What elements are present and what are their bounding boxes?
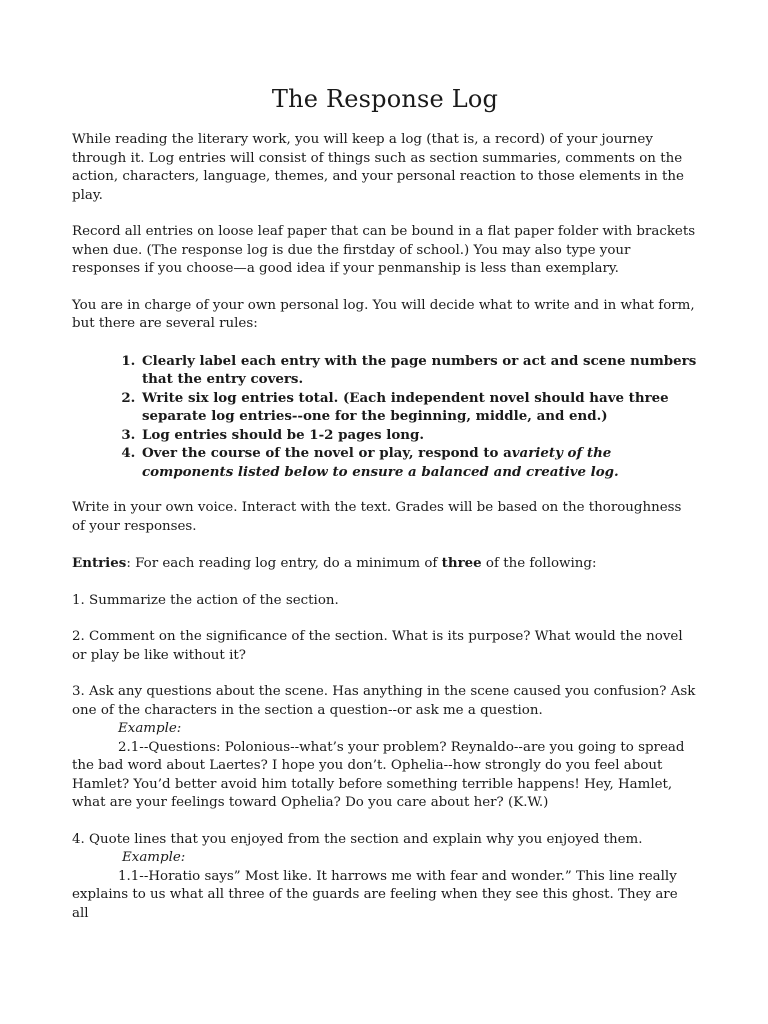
entries-paragraph xyxy=(72,554,698,574)
example-label: Example: xyxy=(118,721,182,736)
entry-option-3 xyxy=(72,683,698,813)
rule-item: 3. Log entries should be 1-2 pages long. xyxy=(140,426,698,445)
entry-option-1: 1. Summarize the action of the section. xyxy=(72,592,339,608)
document-page xyxy=(72,84,698,941)
entries-label: Entries xyxy=(72,555,127,571)
rule-4-text: Over the course of the novel or play, respond to a xyxy=(142,445,512,461)
example-text: 2.1--Questions: Polonious--what’s your problem? Reynaldo--are you going to spread the bad word about Laertes? I hope you don’t. Ophelia--how strongly do you feel about Hamlet? You’d better avoid him totally before something terrible happens! Hey, Hamlet, what are your feelings toward Ophelia? Do you care about her? (K.W.) xyxy=(72,739,685,810)
record-paragraph: Record all entries on loose leaf paper that can be bound in a flat paper folder with brackets when due. (The response log is due the firstday of school.) You may also type your responses if you choose—a good idea if your penmanship is less than exemplary. xyxy=(72,224,696,276)
entries-text-a: : For each reading log entry, do a minimum of xyxy=(126,556,442,571)
entry-option-3-text: 3. Ask any questions about the scene. Has anything in the scene caused you confusion? Ask one of the characters in the section a question--or ask me a question. xyxy=(72,684,696,718)
rules-list xyxy=(72,352,698,482)
entry-option-4 xyxy=(72,831,698,924)
rule-4-italic-text: variety of the components listed below to ensure a balanced and creative log. xyxy=(142,445,619,480)
page-title: The Response Log xyxy=(271,85,499,113)
entries-text-b: of the following: xyxy=(481,556,597,571)
rule-item xyxy=(140,444,698,481)
rule-item: 2. Write six log entries total. (Each independent novel should have three separate log entries--one for the beginning, middle, and end.) xyxy=(140,389,698,426)
entry-option-2: 2. Comment on the significance of the section. What is its purpose? What would the novel or play be like without it? xyxy=(72,629,683,663)
entry-option-4-text: 4. Quote lines that you enjoyed from the section and explain why you enjoyed them. xyxy=(72,831,643,847)
voice-paragraph: Write in your own voice. Interact with the text. Grades will be based on the thoroughness of your responses. xyxy=(72,500,682,534)
rule-item: 1. Clearly label each entry with the page numbers or act and scene numbers that the entry covers. xyxy=(140,352,698,389)
charge-paragraph: You are in charge of your own personal log. You will decide what to write and in what form, but there are several rules: xyxy=(72,297,695,331)
example-text: 1.1--Horatio says” Most like. It harrows me with fear and wonder.” This line really explains to us what all three of the guards are feeling when they see this ghost. They are all xyxy=(72,868,678,921)
intro-paragraph: While reading the literary work, you will keep a log (that is, a record) of your journey through it. Log entries will consist of things such as section summaries, comments on the action, characters, language, themes, and your personal reaction to those elements in the play. xyxy=(72,132,684,203)
entries-bold-three: three xyxy=(441,555,482,571)
example-label: Example: xyxy=(122,850,186,865)
